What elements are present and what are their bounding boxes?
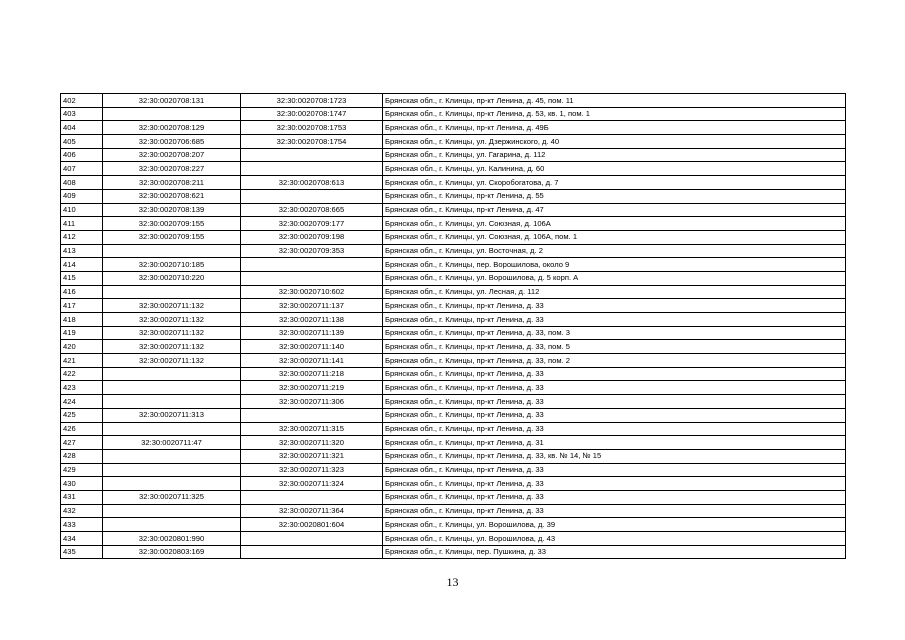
object-cadastral-number-cell	[241, 189, 383, 203]
address-cell: Брянская обл., г. Клинцы, ул. Дзержинского, д. 40	[383, 135, 846, 149]
parcel-cadastral-number-cell	[103, 477, 241, 491]
row-number-cell: 433	[61, 518, 103, 532]
parcel-cadastral-number-cell: 32:30:0020708:207	[103, 148, 241, 162]
address-cell: Брянская обл., г. Клинцы, ул. Ворошилова, д. 39	[383, 518, 846, 532]
row-number-cell: 422	[61, 367, 103, 381]
row-number-cell: 418	[61, 313, 103, 327]
table-row	[61, 354, 846, 368]
object-cadastral-number-cell: 32:30:0020708:1747	[241, 107, 383, 121]
object-cadastral-number-cell	[241, 532, 383, 546]
parcel-cadastral-number-cell: 32:30:0020711:325	[103, 490, 241, 504]
parcel-cadastral-number-cell	[103, 504, 241, 518]
table-row	[61, 148, 846, 162]
table-row	[61, 244, 846, 258]
object-cadastral-number-cell: 32:30:0020711:324	[241, 477, 383, 491]
parcel-cadastral-number-cell	[103, 395, 241, 409]
parcel-cadastral-number-cell: 32:30:0020706:685	[103, 135, 241, 149]
table-row	[61, 532, 846, 546]
row-number-cell: 415	[61, 271, 103, 285]
row-number-cell: 430	[61, 477, 103, 491]
row-number-cell: 424	[61, 395, 103, 409]
table-row	[61, 395, 846, 409]
table-row	[61, 162, 846, 176]
table-row	[61, 271, 846, 285]
object-cadastral-number-cell: 32:30:0020708:1723	[241, 94, 383, 108]
row-number-cell: 431	[61, 490, 103, 504]
table-row	[61, 299, 846, 313]
address-cell: Брянская обл., г. Клинцы, пр-кт Ленина, д. 31	[383, 436, 846, 450]
address-cell: Брянская обл., г. Клинцы, пр-кт Ленина, д. 33	[383, 381, 846, 395]
row-number-cell: 423	[61, 381, 103, 395]
address-cell: Брянская обл., г. Клинцы, пр-кт Ленина, д. 33	[383, 395, 846, 409]
table-row	[61, 326, 846, 340]
address-cell: Брянская обл., г. Клинцы, пр-кт Ленина, д. 53, кв. 1, пом. 1	[383, 107, 846, 121]
object-cadastral-number-cell: 32:30:0020708:1753	[241, 121, 383, 135]
row-number-cell: 404	[61, 121, 103, 135]
table-row	[61, 463, 846, 477]
table-row	[61, 121, 846, 135]
object-cadastral-number-cell: 32:30:0020711:138	[241, 313, 383, 327]
table-row	[61, 408, 846, 422]
parcel-cadastral-number-cell	[103, 367, 241, 381]
table-row	[61, 545, 846, 559]
row-number-cell: 405	[61, 135, 103, 149]
parcel-cadastral-number-cell: 32:30:0020801:990	[103, 532, 241, 546]
table-row	[61, 449, 846, 463]
table-row	[61, 504, 846, 518]
object-cadastral-number-cell: 32:30:0020711:320	[241, 436, 383, 450]
address-cell: Брянская обл., г. Клинцы, пр-кт Ленина, д. 33, пом. 3	[383, 326, 846, 340]
object-cadastral-number-cell: 32:30:0020711:140	[241, 340, 383, 354]
address-cell: Брянская обл., г. Клинцы, пр-кт Ленина, д. 33	[383, 408, 846, 422]
address-cell: Брянская обл., г. Клинцы, пр-кт Ленина, д. 49Б	[383, 121, 846, 135]
address-cell: Брянская обл., г. Клинцы, ул. Скоробогатова, д. 7	[383, 176, 846, 190]
row-number-cell: 426	[61, 422, 103, 436]
parcel-cadastral-number-cell: 32:30:0020708:129	[103, 121, 241, 135]
object-cadastral-number-cell: 32:30:0020711:315	[241, 422, 383, 436]
object-cadastral-number-cell: 32:30:0020711:321	[241, 449, 383, 463]
object-cadastral-number-cell: 32:30:0020711:364	[241, 504, 383, 518]
row-number-cell: 402	[61, 94, 103, 108]
row-number-cell: 406	[61, 148, 103, 162]
parcel-cadastral-number-cell	[103, 381, 241, 395]
table-row	[61, 422, 846, 436]
parcel-cadastral-number-cell: 32:30:0020711:132	[103, 340, 241, 354]
object-cadastral-number-cell: 32:30:0020711:219	[241, 381, 383, 395]
address-cell: Брянская обл., г. Клинцы, пр-кт Ленина, д. 33	[383, 367, 846, 381]
parcel-cadastral-number-cell: 32:30:0020709:155	[103, 230, 241, 244]
row-number-cell: 411	[61, 217, 103, 231]
row-number-cell: 429	[61, 463, 103, 477]
address-cell: Брянская обл., г. Клинцы, пр-кт Ленина, д. 33	[383, 490, 846, 504]
parcel-cadastral-number-cell: 32:30:0020708:211	[103, 176, 241, 190]
row-number-cell: 420	[61, 340, 103, 354]
object-cadastral-number-cell: 32:30:0020709:353	[241, 244, 383, 258]
parcel-cadastral-number-cell: 32:30:0020711:132	[103, 299, 241, 313]
address-cell: Брянская обл., г. Клинцы, пр-кт Ленина, д. 55	[383, 189, 846, 203]
object-cadastral-number-cell	[241, 258, 383, 272]
object-cadastral-number-cell	[241, 148, 383, 162]
parcel-cadastral-number-cell: 32:30:0020710:185	[103, 258, 241, 272]
object-cadastral-number-cell: 32:30:0020711:141	[241, 354, 383, 368]
row-number-cell: 435	[61, 545, 103, 559]
object-cadastral-number-cell: 32:30:0020710:602	[241, 285, 383, 299]
object-cadastral-number-cell: 32:30:0020711:323	[241, 463, 383, 477]
table-row	[61, 258, 846, 272]
row-number-cell: 428	[61, 449, 103, 463]
object-cadastral-number-cell: 32:30:0020711:306	[241, 395, 383, 409]
table-row	[61, 189, 846, 203]
row-number-cell: 425	[61, 408, 103, 422]
row-number-cell: 416	[61, 285, 103, 299]
object-cadastral-number-cell	[241, 271, 383, 285]
table-row	[61, 518, 846, 532]
table-row	[61, 477, 846, 491]
object-cadastral-number-cell: 32:30:0020711:218	[241, 367, 383, 381]
address-cell: Брянская обл., г. Клинцы, пр-кт Ленина, д. 33	[383, 477, 846, 491]
parcel-cadastral-number-cell: 32:30:0020708:131	[103, 94, 241, 108]
parcel-cadastral-number-cell: 32:30:0020709:155	[103, 217, 241, 231]
address-cell: Брянская обл., г. Клинцы, пр-кт Ленина, д. 33	[383, 299, 846, 313]
table-row	[61, 436, 846, 450]
table-row	[61, 107, 846, 121]
row-number-cell: 403	[61, 107, 103, 121]
parcel-cadastral-number-cell	[103, 422, 241, 436]
object-cadastral-number-cell: 32:30:0020801:604	[241, 518, 383, 532]
row-number-cell: 407	[61, 162, 103, 176]
object-cadastral-number-cell: 32:30:0020711:139	[241, 326, 383, 340]
table-row	[61, 217, 846, 231]
table-row	[61, 381, 846, 395]
table-row	[61, 230, 846, 244]
row-number-cell: 408	[61, 176, 103, 190]
parcel-cadastral-number-cell: 32:30:0020711:132	[103, 354, 241, 368]
table-row	[61, 203, 846, 217]
object-cadastral-number-cell	[241, 490, 383, 504]
parcel-cadastral-number-cell: 32:30:0020711:132	[103, 313, 241, 327]
address-cell: Брянская обл., г. Клинцы, пр-кт Ленина, д. 33, кв. № 14, № 15	[383, 449, 846, 463]
object-cadastral-number-cell	[241, 545, 383, 559]
parcel-cadastral-number-cell	[103, 244, 241, 258]
table-row	[61, 490, 846, 504]
address-cell: Брянская обл., г. Клинцы, пр-кт Ленина, д. 33	[383, 504, 846, 518]
address-cell: Брянская обл., г. Клинцы, пр-кт Ленина, д. 33	[383, 313, 846, 327]
object-cadastral-number-cell: 32:30:0020708:1754	[241, 135, 383, 149]
parcel-cadastral-number-cell: 32:30:0020711:47	[103, 436, 241, 450]
address-cell: Брянская обл., г. Клинцы, ул. Калинина, д. 60	[383, 162, 846, 176]
address-cell: Брянская обл., г. Клинцы, пр-кт Ленина, д. 33, пом. 2	[383, 354, 846, 368]
page-number: 13	[446, 575, 459, 589]
row-number-cell: 409	[61, 189, 103, 203]
parcel-cadastral-number-cell: 32:30:0020711:132	[103, 326, 241, 340]
table-row	[61, 313, 846, 327]
parcel-cadastral-number-cell	[103, 285, 241, 299]
parcel-cadastral-number-cell	[103, 463, 241, 477]
object-cadastral-number-cell: 32:30:0020709:198	[241, 230, 383, 244]
row-number-cell: 434	[61, 532, 103, 546]
parcel-cadastral-number-cell: 32:30:0020708:139	[103, 203, 241, 217]
address-cell: Брянская обл., г. Клинцы, пр-кт Ленина, д. 45, пом. 11	[383, 94, 846, 108]
address-cell: Брянская обл., г. Клинцы, ул. Гагарина, д. 112	[383, 148, 846, 162]
table-row	[61, 94, 846, 108]
table-row	[61, 176, 846, 190]
address-cell: Брянская обл., г. Клинцы, ул. Восточная, д. 2	[383, 244, 846, 258]
parcel-cadastral-number-cell: 32:30:0020803:169	[103, 545, 241, 559]
parcel-cadastral-number-cell: 32:30:0020708:621	[103, 189, 241, 203]
address-cell: Брянская обл., г. Клинцы, ул. Союзная, д. 106А, пом. 1	[383, 230, 846, 244]
address-cell: Брянская обл., г. Клинцы, ул. Ворошилова, д. 5 корп. А	[383, 271, 846, 285]
row-number-cell: 410	[61, 203, 103, 217]
parcel-cadastral-number-cell: 32:30:0020710:220	[103, 271, 241, 285]
address-cell: Брянская обл., г. Клинцы, пр-кт Ленина, д. 33, пом. 5	[383, 340, 846, 354]
address-cell: Брянская обл., г. Клинцы, пр-кт Ленина, д. 33	[383, 422, 846, 436]
object-cadastral-number-cell	[241, 162, 383, 176]
row-number-cell: 417	[61, 299, 103, 313]
object-cadastral-number-cell: 32:30:0020708:665	[241, 203, 383, 217]
object-cadastral-number-cell: 32:30:0020708:613	[241, 176, 383, 190]
parcel-cadastral-number-cell: 32:30:0020708:227	[103, 162, 241, 176]
address-cell: Брянская обл., г. Клинцы, ул. Лесная, д. 112	[383, 285, 846, 299]
table-row	[61, 135, 846, 149]
object-cadastral-number-cell: 32:30:0020709:177	[241, 217, 383, 231]
object-cadastral-number-cell: 32:30:0020711:137	[241, 299, 383, 313]
address-cell: Брянская обл., г. Клинцы, пр-кт Ленина, д. 33	[383, 463, 846, 477]
table-row	[61, 285, 846, 299]
parcel-cadastral-number-cell	[103, 518, 241, 532]
address-cell: Брянская обл., г. Клинцы, пер. Ворошилова, около 9	[383, 258, 846, 272]
row-number-cell: 414	[61, 258, 103, 272]
registry-table	[60, 93, 846, 559]
row-number-cell: 432	[61, 504, 103, 518]
row-number-cell: 419	[61, 326, 103, 340]
object-cadastral-number-cell	[241, 408, 383, 422]
parcel-cadastral-number-cell	[103, 449, 241, 463]
address-cell: Брянская обл., г. Клинцы, пр-кт Ленина, д. 47	[383, 203, 846, 217]
table-row	[61, 367, 846, 381]
row-number-cell: 421	[61, 354, 103, 368]
row-number-cell: 413	[61, 244, 103, 258]
address-cell: Брянская обл., г. Клинцы, ул. Ворошилова, д. 43	[383, 532, 846, 546]
registry-table-body	[61, 94, 846, 559]
address-cell: Брянская обл., г. Клинцы, ул. Союзная, д. 106А	[383, 217, 846, 231]
table-row	[61, 340, 846, 354]
row-number-cell: 412	[61, 230, 103, 244]
address-cell: Брянская обл., г. Клинцы, пер. Пушкина, д. 33	[383, 545, 846, 559]
parcel-cadastral-number-cell: 32:30:0020711:313	[103, 408, 241, 422]
parcel-cadastral-number-cell	[103, 107, 241, 121]
row-number-cell: 427	[61, 436, 103, 450]
